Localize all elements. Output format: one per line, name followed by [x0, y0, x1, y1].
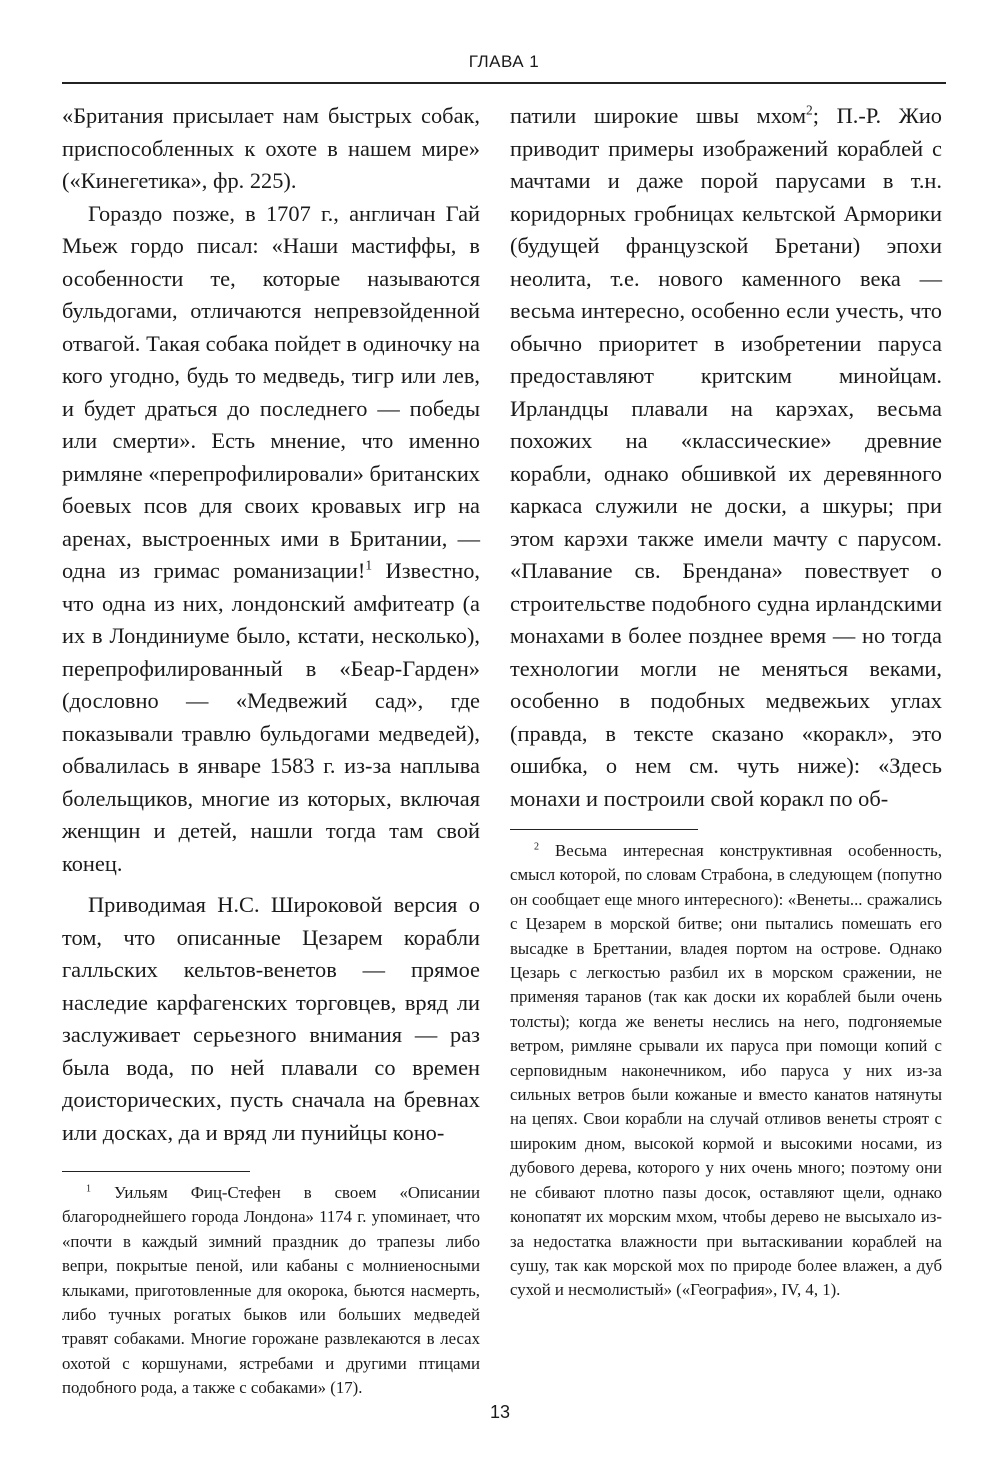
right-paragraph-1 — [510, 100, 942, 815]
footnote-1-text: Уильям Фиц-Стефен в своем «Описании благороднейшего города Лондона» 1174 г. упоминает, что «почти в каждый зимний праздник до трапезы либо вепри, покрытые пеной, или кабаны с молниеносными клыками, приготовленные для окорока, бьются насмерть, либо тучных рогатых быков или больших медведей травят собаками. Многие горожане развлекаются в лесах охотой с коршунами, ястребами и другими птицами подобного рода, а также с собаками» (17). — [62, 1183, 480, 1398]
left-paragraph-2-text-a: Гораздо позже, в 1707 г., англичан Гай Мьеж гордо писал: «Наши мастиффы, в особенности те, которые называются бульдогами, отличаются непревзойденной отвагой. Такая собака пойдет в одиночку на кого угодно, будь то медведь, тигр или лев, и будет драться до последнего — победы или смерти». Есть мнение, что именно римляне «перепрофилировали» британских боевых псов для своих кровавых игр на аренах, выстроенных ими в Британии, — одна из гримас романизации! — [62, 200, 480, 583]
left-footnote — [62, 1171, 480, 1401]
left-column — [62, 100, 480, 1401]
left-paragraph-2-text-b: Известно, что одна из них, лондонский амфитеатр (а их в Лондиниуме было, кстати, несколько), перепрофилированный в «Беар-Гарден» (дословно — «Медвежий сад», где показывали травлю бульдогами медведей), обвалилась в январе 1583 г. из-за наплыва болельщиков, многие из которых, включая женщин и детей, нашли тогда там свой конец. — [62, 558, 480, 876]
footnote-mark-2: 2 — [534, 841, 540, 853]
footnote-rule — [510, 829, 698, 830]
right-column — [510, 100, 942, 1303]
footnote-rule — [62, 1171, 250, 1172]
footnote-2-text: Весьма интересная конструктивная особенность, смысл которой, по словам Страбона, в следующем (попутно он сообщает еще много интересного): «Венеты... сражались с Цезарем в морской битве; они пытались помешать его высадке в Бреттании, владея портом на острове. Однако Цезарь с легкостью разбил их в морском сражении, не применяя таранов (так как доски их кораблей были очень толсты); когда же венеты неслись на него, подгоняемые ветром, римляне срывали их паруса при помощи копий с серповидным наконечником, ибо паруса у них из-за сильных ветров были кожаные и вместо канатов натянуты на цепях. Свои корабли на случай отливов венеты строят с широким дном, высокой кормой и высокими носами, из дубового дерева, которого у них очень много; поэтому они не сбивают плотно пазы досок, оставляют щели, однако конопатят их морским мхом, чтобы дерево не высыхало из-за недостатка влажности при вытаскивании кораблей на сушу, так как морской мох по природе более влажен, а дуб сухой и несмолистый» («География», IV, 4, 1). — [510, 841, 942, 1300]
left-paragraph-3: Приводимая Н.С. Широковой версия о том, что описанные Цезарем корабли галльских кельтов-венетов — прямое наследие карфагенских торговцев, вряд ли заслуживает серьезного внимания — раз была вода, по ней плавали со времен доисторических, пусть сначала на бревнах или досках, да и вряд ли пунийцы коно- — [62, 892, 480, 1145]
page-number: 13 — [489, 1402, 511, 1422]
right-paragraph-1-text-a: патили широкие швы мхом — [510, 103, 806, 128]
right-footnote — [510, 829, 942, 1303]
left-paragraph-2 — [62, 198, 480, 881]
footnote-mark-1: 1 — [86, 1183, 92, 1195]
right-paragraph-1-text-b: ; П.-Р. Жио приводит примеры изображений кораблей с мачтами и даже порой парусами в т.н. коридорных гробницах кельтской Арморики (будущей французской Бретани) эпохи неолита, т.е. нового каменного века — весьма интересно, особенно если учесть, что обычно приоритет в изобретении паруса предоставляют критским минойцам. Ирландцы плавали на карэхах, весьма похожих на «классические» древние корабли, однако обшивкой их деревянного каркаса служили не доски, а шкуры; при этом карэхи также имели мачту с парусом. «Плавание св. Брендана» повествует о строительстве подобного судна ирландскими монахами в более позднее время — но тогда технологии могли не меняться веками, особенно в подобных медвежьих углах (правда, в тексте сказано «коракл», это ошибка, о нем см. чуть ниже): «Здесь монахи и построили свой коракл по об- — [510, 103, 942, 811]
left-paragraph-1: «Британия присылает нам быстрых собак, приспособленных к охоте в нашем мире» («Кинегетика», фр. 225). — [62, 103, 480, 193]
header-rule — [62, 82, 946, 84]
footnote-1 — [62, 1181, 480, 1401]
right-main-text — [510, 100, 942, 815]
footnote-ref-1: 1 — [365, 557, 373, 573]
footnote-2 — [510, 839, 942, 1303]
left-main-text — [62, 100, 480, 1149]
chapter-header: ГЛАВА 1 — [468, 52, 540, 71]
footnote-ref-2: 2 — [806, 102, 813, 118]
